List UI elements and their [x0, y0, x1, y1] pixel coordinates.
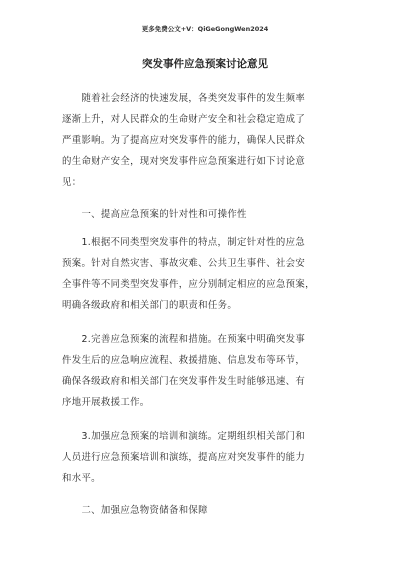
heading-text: 二、加强应急物资储备和保障: [62, 505, 208, 516]
text-line: 的生命财产安全，现对突发事件应急预案进行如下讨论意: [62, 156, 306, 167]
text-line: 明确各级政府和相关部门的职责和任务。: [62, 300, 238, 311]
text-line: 逐渐上升，对人民群众的生命财产安全和社会稳定造成了: [62, 114, 306, 125]
text-line: 见：: [62, 177, 82, 188]
text-line: 确保各级政府和相关部门在突发事件发生时能够迅速、有: [62, 376, 306, 387]
text-line: 3.加强应急预案的培训和演练。定期组织相关部门和: [62, 431, 306, 442]
text-line: 人员进行应急预案培训和演练，提高应对突发事件的能力: [62, 452, 306, 463]
section-heading-2: [62, 500, 348, 521]
intro-paragraph: [62, 88, 348, 193]
heading-text: 一、提高应急预案的针对性和可操作性: [62, 209, 247, 220]
paragraph-item-1: [62, 232, 348, 316]
text-line: 和水平。: [62, 473, 101, 484]
text-line: 严重影响。为了提高应对突发事件的能力，确保人民群众: [62, 135, 306, 146]
text-line: 1.根据不同类型突发事件的特点，制定针对性的应急: [62, 237, 306, 248]
text-line: 随着社会经济的快速发展，各类突发事件的发生频率: [62, 93, 306, 104]
paragraph-item-3: [62, 426, 348, 489]
text-line: 序地开展救援工作。: [62, 397, 150, 408]
text-line: 全事件等不同类型突发事件，应分别制定相应的应急预案，: [62, 279, 315, 290]
page-header: 更多免费公文+V：QiGeGongWen2024: [141, 25, 269, 33]
text-line: 2.完善应急预案的流程和措施。在预案中明确突发事: [62, 334, 306, 345]
document-title: 突发事件应急预案讨论意见: [142, 58, 268, 70]
text-line: 预案。针对自然灾害、事故灾难、公共卫生事件、社会安: [62, 258, 306, 269]
text-line: 件发生后的应急响应流程、救援措施、信息发布等环节，: [62, 355, 306, 366]
paragraph-item-2: [62, 329, 348, 413]
section-heading-1: [62, 204, 348, 225]
